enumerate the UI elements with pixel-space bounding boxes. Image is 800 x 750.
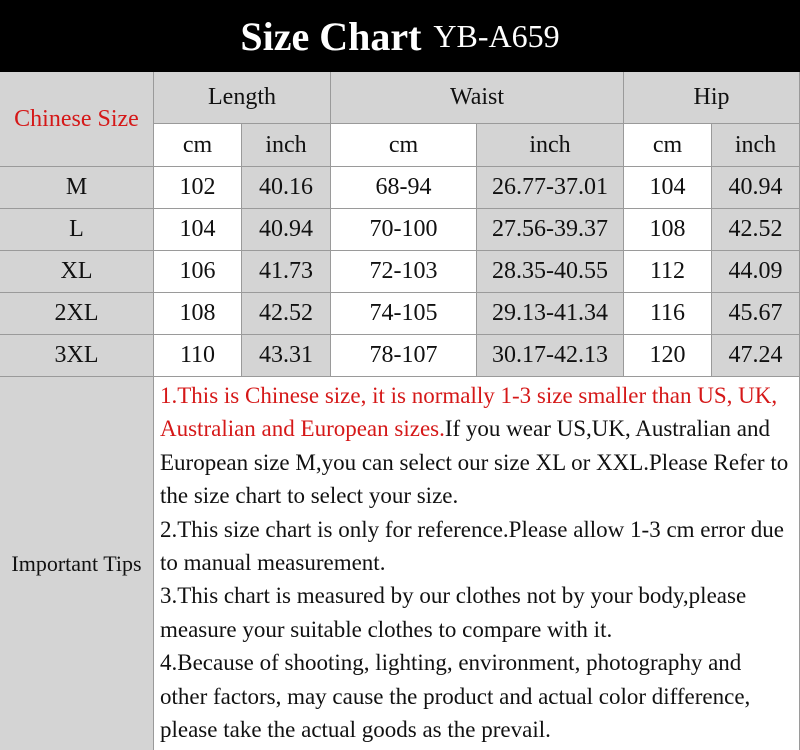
size-label: 3XL (0, 335, 154, 377)
unit-header: cm (624, 124, 712, 167)
table-cell: 108 (154, 293, 242, 335)
table-cell: 112 (624, 251, 712, 293)
tips-label: Important Tips (0, 377, 154, 750)
chart-title: Size Chart (240, 13, 422, 59)
tip-2: 2.This size chart is only for reference.Please allow 1-3 cm error due to manual measurement. (160, 516, 784, 576)
table-cell: 41.73 (242, 251, 331, 293)
table-cell: 26.77-37.01 (477, 167, 624, 209)
table-cell: 47.24 (712, 335, 800, 377)
size-label: XL (0, 251, 154, 293)
table-cell: 120 (624, 335, 712, 377)
table-cell: 78-107 (331, 335, 477, 377)
tip-1-text: If you wear US,UK, Australian and European size M,you can select our size XL or XXL.Please Refer to the size chart to select your size. (160, 416, 789, 509)
table-cell: 104 (624, 167, 712, 209)
table-cell: 68-94 (331, 167, 477, 209)
table-cell: 106 (154, 251, 242, 293)
table-cell: 108 (624, 209, 712, 251)
chart-header (0, 0, 800, 72)
table-cell: 42.52 (242, 293, 331, 335)
table-cell: 30.17-42.13 (477, 335, 624, 377)
table-cell: 27.56-39.37 (477, 209, 624, 251)
table-cell: 110 (154, 335, 242, 377)
tips-content (154, 377, 800, 750)
table-cell: 42.52 (712, 209, 800, 251)
unit-header: inch (477, 124, 624, 167)
size-label: L (0, 209, 154, 251)
table-cell: 44.09 (712, 251, 800, 293)
size-label: 2XL (0, 293, 154, 335)
tip-1-prefix: 1. (160, 383, 178, 408)
size-label: M (0, 167, 154, 209)
tip-3: 3.This chart is measured by our clothes not by your body,please measure your suitable clothes to compare with it. (160, 583, 747, 642)
unit-header: cm (154, 124, 242, 167)
product-code: YB-A659 (433, 17, 560, 54)
table-cell: 74-105 (331, 293, 477, 335)
table-cell: 102 (154, 167, 242, 209)
tip-1-highlight: This is Chinese size, it is normally 1-3 size smaller than US, UK, Australian and European sizes. (160, 383, 778, 442)
table-cell: 40.16 (242, 167, 331, 209)
table-cell: 72-103 (331, 251, 477, 293)
table-cell: 116 (624, 293, 712, 335)
corner-label: Chinese Size (0, 72, 154, 167)
unit-header: cm (331, 124, 477, 167)
table-cell: 29.13-41.34 (477, 293, 624, 335)
group-hip: Hip (624, 72, 800, 124)
group-length: Length (154, 72, 331, 124)
table-cell: 28.35-40.55 (477, 251, 624, 293)
table-cell: 43.31 (242, 335, 331, 377)
table-cell: 70-100 (331, 209, 477, 251)
group-waist: Waist (331, 72, 624, 124)
table-cell: 40.94 (242, 209, 331, 251)
table-cell: 45.67 (712, 293, 800, 335)
unit-header: inch (242, 124, 331, 167)
table-cell: 40.94 (712, 167, 800, 209)
table-cell: 104 (154, 209, 242, 251)
tip-1 (160, 379, 793, 513)
unit-header: inch (712, 124, 800, 167)
tip-4: 4.Because of shooting, lighting, environment, photography and other factors, may cause the product and actual color difference, please take the actual goods as the prevail. (160, 650, 751, 743)
